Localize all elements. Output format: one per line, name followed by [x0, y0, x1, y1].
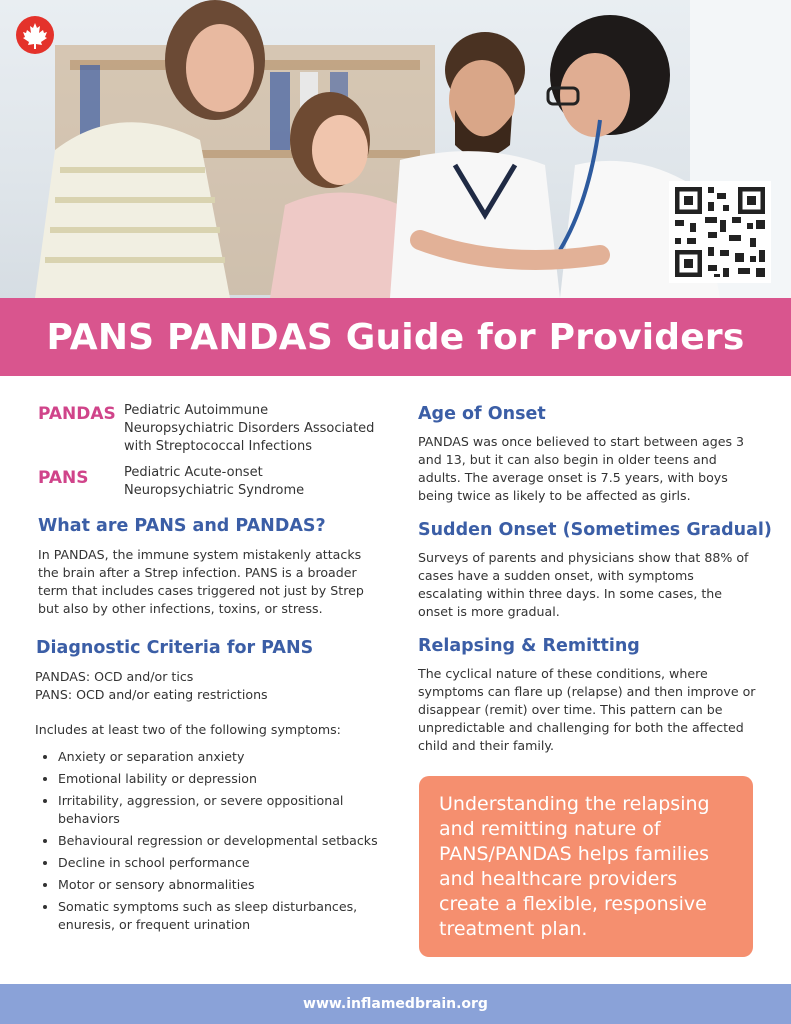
criteria-line-pans: PANS: OCD and/or eating restrictions [35, 687, 268, 702]
symptom-item: • Anxiety or separation anxiety [58, 748, 388, 766]
page-title: PANS PANDAS Guide for Providers [46, 316, 745, 358]
age-heading: Age of Onset [418, 404, 546, 424]
symptom-item: • Somatic symptoms such as sleep disturbances, enuresis, or frequent urination [58, 898, 388, 934]
criteria-line-pandas: PANDAS: OCD and/or tics [35, 669, 194, 684]
footer-bar [0, 984, 791, 1024]
hero-photo [0, 0, 791, 298]
symptom-item: • Decline in school performance [58, 854, 388, 872]
footer-url-link[interactable]: www.inflamedbrain.org [303, 996, 488, 1012]
callout-text: Understanding the relapsing and remitting nature of PANS/PANDAS helps families and healthcare providers create a flexible, responsive treatment plan. [439, 793, 710, 940]
what-heading: What are PANS and PANDAS? [38, 516, 326, 536]
symptom-item: • Motor or sensory abnormalities [58, 876, 388, 894]
pans-definition: Pediatric Acute-onset Neuropsychiatric Syndrome [124, 465, 305, 498]
symptom-item: • Emotional lability or depression [58, 770, 388, 788]
sudden-heading: Sudden Onset (Sometimes Gradual) [418, 520, 772, 540]
symptom-list [40, 748, 388, 938]
canada-maple-leaf-icon [16, 16, 54, 54]
pandas-abbreviation: PANDAS [38, 404, 116, 424]
criteria-heading: Diagnostic Criteria for PANS [36, 638, 314, 658]
age-body: PANDAS was once believed to start between ages 3 and 13, but it can also begin in older teens and adults. The average onset is 7.5 years, with boys being twice as likely to be affected as girls. [418, 434, 745, 503]
pandas-definition: Pediatric Autoimmune Neuropsychiatric Disorders Associated with Streptococcal Infections [124, 403, 375, 454]
sudden-body: Surveys of parents and physicians show that 88% of cases have a sudden onset, with symptoms escalating within three days. In some cases, the onset is more gradual. [418, 550, 749, 619]
criteria-intro: Includes at least two of the following symptoms: [35, 722, 341, 737]
title-banner [0, 298, 791, 376]
what-body: In PANDAS, the immune system mistakenly attacks the brain after a Strep infection. PANS is a broader term that includes cases triggered not just by Strep but also by other infections, toxins, or stress. [38, 547, 364, 616]
relapsing-body: The cyclical nature of these conditions, where symptoms can flare up (relapse) and then improve or disappear (remit) over time. This pattern can be unpredictable and challenging for both the affected child and their family. [418, 666, 756, 753]
symptom-item: • Irritability, aggression, or severe oppositional behaviors [58, 792, 388, 828]
relapsing-heading: Relapsing & Remitting [418, 636, 640, 656]
symptom-item: • Behavioural regression or developmental setbacks [58, 832, 388, 850]
pans-abbreviation: PANS [38, 468, 89, 488]
qr-code-icon[interactable] [669, 181, 771, 283]
callout-box [419, 776, 753, 957]
